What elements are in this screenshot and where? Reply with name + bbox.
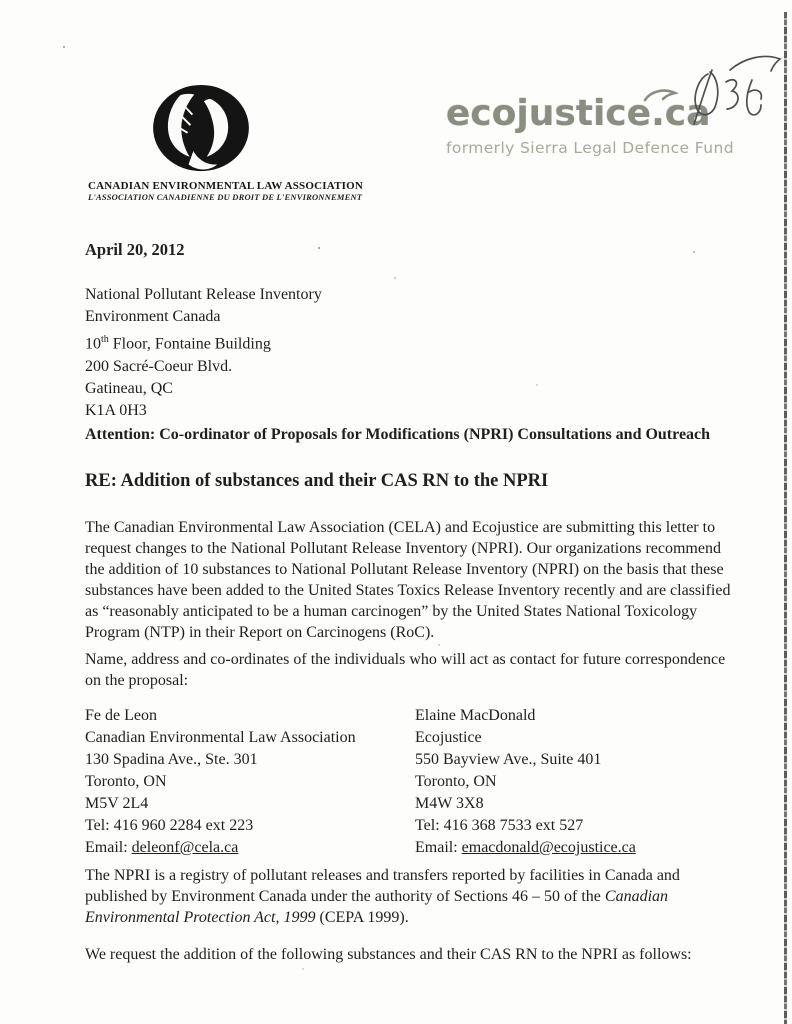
floor-text: Floor, Fontaine Building — [108, 335, 271, 353]
npri-paragraph-end: (CEPA 1999). — [315, 909, 409, 926]
contact-address: 550 Bayview Ave., Suite 401 — [415, 751, 602, 768]
contact-org: Ecojustice — [415, 729, 482, 746]
npri-registry-paragraph — [85, 865, 737, 928]
letter-date: April 20, 2012 — [85, 240, 185, 259]
contact-cela — [85, 705, 415, 859]
subject-line: RE: Addition of substances and their CAS RN to the NPRI — [85, 471, 549, 491]
recipient-line: Gatineau, QC — [85, 379, 173, 397]
recipient-line: National Pollutant Release Inventory — [85, 286, 322, 303]
cepa-act-title: Canadian Environmental Protection Act, 1999 — [85, 888, 669, 926]
contact-intro-paragraph: Name, address and co-ordinates of the individuals who will act as contact for future correspondence on the proposal: — [85, 651, 726, 689]
attention-line: Attention: Co-ordinator of Proposals for Modifications (NPRI) Consultations and Outreach — [85, 426, 711, 443]
leaf-swoosh-icon — [642, 87, 678, 102]
contact-ecojustice — [415, 705, 745, 859]
floor-number: 10 — [85, 335, 101, 353]
contact-email-line — [415, 837, 745, 859]
contact-city: Toronto, ON — [85, 773, 167, 790]
contact-address: 130 Spadina Ave., Ste. 301 — [85, 751, 258, 768]
npri-paragraph-text: The NPRI is a registry of pollutant releases and transfers reported by facilities in Canada and published by Environment Canada under the authority of Sections 46 – 50 of the — [85, 867, 680, 905]
recipient-line — [85, 329, 322, 356]
contact-columns — [85, 705, 745, 859]
contact-postal: M5V 2L4 — [85, 795, 149, 812]
scan-speckles — [0, 0, 2, 2]
cela-name-french: L'ASSOCIATION CANADIENNE DU DROIT DE L'ENVIRONNEMENT — [88, 192, 363, 202]
contact-tel: Tel: 416 960 2284 ext 223 — [85, 817, 254, 834]
cela-name-english: CANADIAN ENVIRONMENTAL LAW ASSOCIATION — [88, 180, 364, 192]
handwritten-annotation — [686, 52, 784, 140]
recipient-line: Environment Canada — [85, 308, 221, 326]
ecojustice-wordmark: ecojustice.ca — [446, 93, 711, 134]
contact-tel: Tel: 416 368 7533 ext 527 — [415, 817, 584, 834]
cela-woodcut-logo-icon — [151, 84, 251, 174]
contact-email-line — [85, 837, 415, 859]
contact-org: Canadian Environmental Law Association — [85, 729, 356, 746]
request-paragraph: We request the addition of the following substances and their CAS RN to the NPRI as follows: — [85, 946, 692, 963]
contact-postal: M4W 3X8 — [415, 795, 484, 812]
email-address: deleonf@cela.ca — [131, 839, 239, 856]
contact-name: Fe de Leon — [85, 707, 157, 724]
ecojustice-tagline: formerly Sierra Legal Defence Fund — [446, 138, 734, 157]
email-address: emacdonald@ecojustice.ca — [461, 839, 636, 856]
contact-city: Toronto, ON — [415, 773, 497, 790]
scan-edge-artifact — [784, 12, 787, 1024]
email-label: Email: — [415, 839, 462, 856]
email-label: Email: — [85, 839, 132, 856]
intro-paragraph: The Canadian Environmental Law Association (CELA) and Ecojustice are submitting this letter to request changes to the National Pollutant Release Inventory (NPRI). Our organizations recommend the addition of 10 substances to National Pollutant Release Inventory (NPRI) on the basis that these substances have been added to the United States Toxics Release Inventory recently and are classified as “reasonably anticipated to be a human carcinogen” by the United States National Toxicology Program (NTP) in their Report on Carcinogens (RoC). — [85, 519, 731, 641]
recipient-line: 200 Sacré-Coeur Blvd. — [85, 357, 233, 375]
cela-letterhead — [88, 84, 364, 202]
recipient-address-block — [85, 284, 322, 423]
recipient-line: K1A 0H3 — [85, 402, 147, 420]
ordinal-superscript: th — [101, 333, 109, 345]
contact-name: Elaine MacDonald — [415, 707, 536, 724]
